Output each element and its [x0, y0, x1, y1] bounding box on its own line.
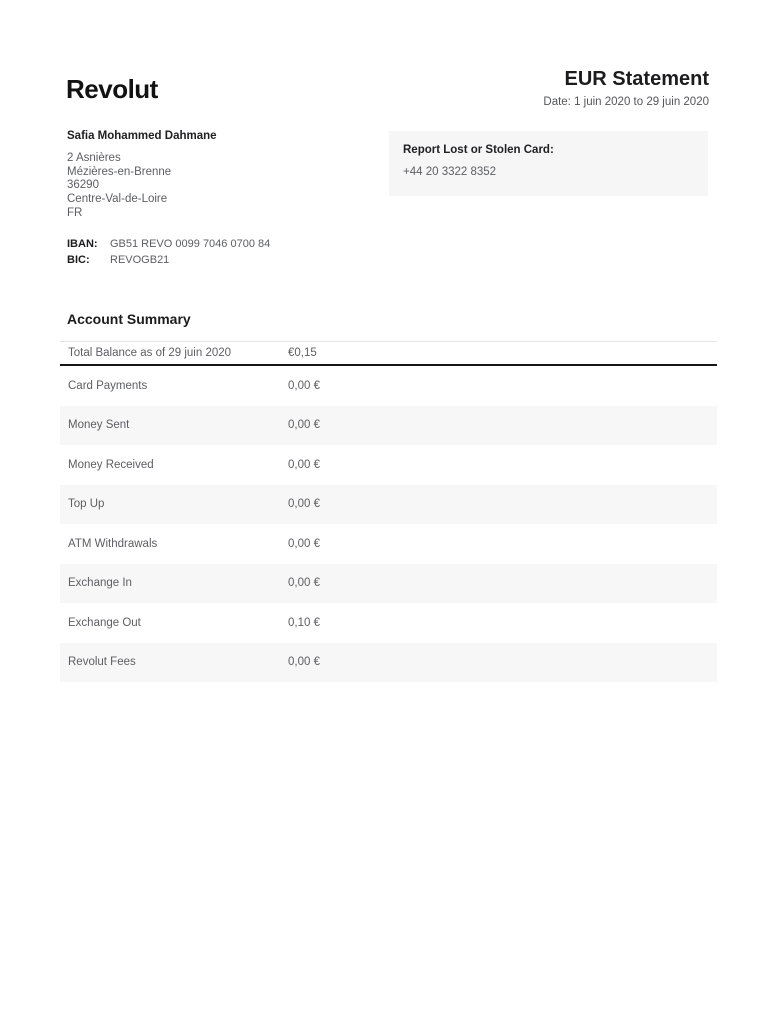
iban-label: IBAN:: [67, 238, 98, 250]
account-holder-name: Safia Mohammed Dahmane: [67, 130, 217, 142]
summary-row: [60, 485, 717, 525]
summary-row-label: Money Sent: [68, 419, 130, 432]
iban-value: GB51 REVO 0099 7046 0700 84: [110, 238, 271, 250]
summary-row-label: Exchange Out: [68, 616, 141, 629]
bank-identifiers: [67, 236, 270, 268]
summary-row-label: Revolut Fees: [68, 656, 136, 669]
summary-row-value: 0,00 €: [288, 498, 320, 511]
summary-row: [60, 643, 717, 683]
summary-row: [60, 366, 717, 406]
revolut-logo: Revolut: [66, 74, 158, 104]
summary-row-value: 0,00 €: [288, 537, 320, 550]
statement-header: [543, 68, 709, 108]
summary-row-value: 0,10 €: [288, 616, 320, 629]
summary-row-value: 0,00 €: [288, 458, 320, 471]
summary-row: [60, 564, 717, 604]
iban-row: [67, 236, 270, 252]
address-line: Centre-Val-de-Loire: [67, 193, 168, 206]
bic-value: REVOGB21: [110, 254, 170, 266]
report-lost-card-phone: +44 20 3322 8352: [403, 166, 497, 178]
summary-row: [60, 524, 717, 564]
address-line: FR: [67, 206, 83, 219]
summary-row: [60, 445, 717, 485]
statement-date-range: Date: 1 juin 2020 to 29 juin 2020: [543, 96, 709, 108]
summary-row-value: 0,00 €: [288, 379, 320, 392]
summary-row-value: 0,00 €: [288, 577, 320, 590]
summary-row-value: 0,00 €: [288, 419, 320, 432]
summary-row-label: Money Received: [68, 458, 154, 471]
statement-title: EUR Statement: [564, 68, 709, 90]
summary-row: [60, 406, 717, 446]
address-line: 36290: [67, 179, 99, 192]
summary-row-label: ATM Withdrawals: [68, 537, 158, 550]
total-balance-label: Total Balance as of 29 juin 2020: [68, 347, 232, 359]
address-block: [67, 152, 367, 221]
total-balance-value: €0,15: [288, 347, 317, 359]
report-lost-card-box: [389, 131, 708, 196]
account-summary-heading: Account Summary: [67, 311, 191, 327]
account-holder-block: [67, 130, 367, 221]
bic-label: BIC:: [67, 254, 90, 266]
account-summary-table: [60, 341, 717, 682]
address-line: Mézières-en-Brenne: [67, 165, 172, 178]
summary-row-value: 0,00 €: [288, 656, 320, 669]
bic-row: [67, 252, 270, 268]
summary-row-label: Exchange In: [68, 577, 132, 590]
report-lost-card-title: Report Lost or Stolen Card:: [403, 144, 554, 156]
summary-rows: [60, 366, 717, 682]
address-line: 2 Asnières: [67, 152, 121, 164]
summary-row-label: Top Up: [68, 498, 105, 511]
summary-row: [60, 603, 717, 643]
total-balance-row: [60, 341, 717, 366]
summary-row-label: Card Payments: [68, 379, 148, 392]
